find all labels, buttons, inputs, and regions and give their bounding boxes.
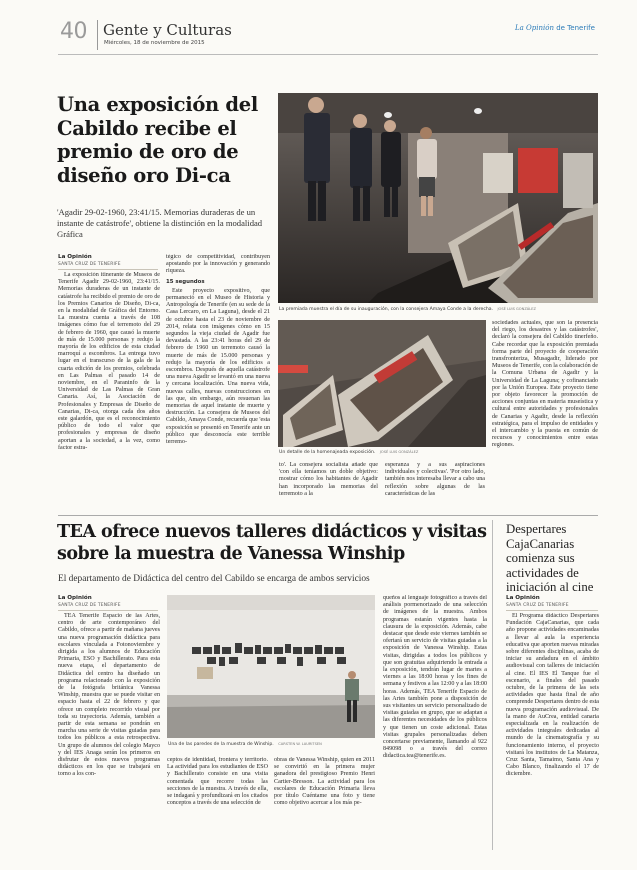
article1-byline-rule	[58, 269, 158, 270]
article3-column	[506, 613, 599, 848]
article2-byline-rule	[58, 610, 158, 611]
tea-gallery-photo-image	[167, 595, 375, 738]
article1-column-3	[279, 462, 378, 512]
article2-column-4	[383, 595, 487, 848]
article1-col3-text: to'. La consejera socialista añade que 'con ella teníamos un doble objetivo: mostrar cómo los habitantes de Agadir han incorporado las memorias del terremoto a la	[279, 462, 378, 497]
article3-place: SANTA CRUZ DE TENERIFE	[506, 603, 569, 608]
article1-col2-subhead: 15 segundos	[166, 278, 205, 285]
tea-photo-caption	[168, 742, 378, 747]
article1-column-2	[166, 254, 270, 512]
article1-col4-text: esperanza y a sus aspiraciones individuales y colectivas'. 'Por otro lado, también nos interesaba llevar a cabo una reflexión sobre algunas de las características de las	[385, 462, 485, 497]
article2-column-2	[167, 757, 268, 848]
article2-headline: TEA ofrece nuevos talleres didácticos y visitas sobre la muestra de Vanessa Winship	[57, 522, 487, 564]
article2-col1-text: TEA Tenerife Espacio de las Artes, centro de arte contemporáneo del Cabildo, ofrece a partir de mañana jueves una nueva programación didáctica para escolares vinculada a Fotonoviembre y dirigida a los alumnos de Educación Primaria, ESO y Bachillerato. Para esta nueva etapa, el departamento de Didáctica del centro ha diseñado un programa relacionado con la exposición de la fotógrafa británica Vanessa Winship, muestra que se puede visitar en espacio hasta el 22 de febrero y que ofrece un completo recorrido visual por toda su trayectoria. Además, también a partir de esta semana se pondrán en marcha una serie de visitas guiadas para todos los públicos a esta retrospectiva. Un grupo de alumnos del colegio Mayco y del IES Anaga serán los primeros en disfrutar de estos nuevos programas didácticos en los que se trabajará en torno a los con-	[58, 613, 160, 778]
article1-place: SANTA CRUZ DE TENERIFE	[58, 262, 121, 267]
article1-col2-text: tégico de competitividad, contribuyen apostando por la innovación y generando riqueza.	[166, 254, 270, 275]
article1-col1-text: La exposición itinerante de Museos de Tenerife Agadir 29-02-1960, 23:41/15. Memorias duraderas de un instante de catástrofe ha recibido el premio de oro de los Premios Canarios de Diseño, Di-ca, en la modalidad de Gráfica del Entorno. La muestra cuenta a través de 108 imágenes cómo fue el terremoto del 29 de febrero de 1960, que causó la muerte de más de 15.000 personas y redujo la mayoría de los edificios de esta ciudad marroquí a escombros. La entrega tuvo lugar en el transcurso de la gala de la cuarta edición de los premios, celebrada en Las Palmas el pasado 14 de noviembre, en el Paraninfo de la Universidad de Las Palmas de Gran Canaria. Así, la Asociación de Profesionales y Empresas de Diseño de Canarias, Di-ca, otorga cada dos años este galardón, que es el reconocimiento público de todo el valor que profesionales y empresas de diseño aportan a la sociedad, a la vez, como factor estra-	[58, 272, 160, 451]
header-rule	[58, 54, 598, 55]
article1-column-4	[385, 462, 485, 512]
article2-col2-text: ceptos de identidad, frontera y territorio. La actividad para los estudiantes de ESO y Bachillerato consiste en una visita comentada que recorre todas las secciones de la muestra. A través de ella, se indagará y profundizará en los citados conceptos a través de una selección de	[167, 757, 268, 807]
article1-col5-text: sociedades actuales, que son la presencia del riego, los desastres y las catástrofes', declaró la consejera del Cabildo tinerfeño. Cabe recordar que la exposición premiada forma parte del proyecto de cooperación transfronteriza, Musagadir, liderado por Museos de Tenerife, con la colaboración de la Comuna Urbana de Agadir y la Universidad de La Laguna; y cofinanciado por la Unión Europea. Este proyecto tiene por objeto favorecer la promoción de acciones conjuntas en materia museística y cultural entre autoridades y profesionales de Canarias y Agadir, desde la reflexión estratégica, para el impulso de entidades y el intercambio y la puesta en común de recursos y conocimientos entre estas regiones.	[492, 320, 598, 449]
brand-italic: La Opinión	[515, 24, 554, 32]
article2-place: SANTA CRUZ DE TENERIFE	[58, 603, 121, 608]
article1-headline: Una exposición del Cabildo recibe el premio de oro de diseño oro Di-ca	[57, 93, 258, 187]
section-divider	[58, 515, 598, 516]
article1-byline: La Opinión	[58, 254, 92, 260]
detail-photo	[278, 320, 486, 447]
tea-caption-text: Una de las paredes de la muestra de Winship.	[168, 742, 274, 747]
tea-gallery-photo	[167, 595, 375, 738]
detail-caption-text: Un detalle de la homenajeada exposición.	[279, 450, 376, 455]
article2-subhead: El departamento de Didáctica del centro del Cabildo se encarga de ambos servicios	[58, 574, 370, 584]
article2-col3-text: obras de Vanessa Winship, quien en 2011 se convirtió en la primera mujer ganadora del prestigioso Premio Henri Cartier-Bresson. La actividad para los escolares de Educación Primaria lleva por título Cuéntame una foto y tiene como objetivo acercar a los más pe-	[274, 757, 375, 807]
article1-col2b-text: Este proyecto expositivo, que permaneció en el Museo de Historia y Antropología de Tenerife (en su sede de la Casa Lercaro, en La Laguna), desde el 21 de octubre hasta el 23 de noviembre de 2014, relata con imágenes cómo en 15 segundos la vieja ciudad de Agadir fue devastada. A las 23:41 horas del 29 de febrero de 1960 un terremoto causó la muerte de más de 15.000 personas y redujo la mayoría de los edificios a escombros. Después de aquella catástrofe una nueva Agadir se levantó en una nueva y cercana localización. Una nueva vida, nuevas calles, nuevas construcciones en las que, sin embargo, aún resuenan las memorias de aquel instante de muerte y destrucción. La consejera de Museos del Cabildo, Amaya Conde, recuerda que 'esta exposición se presentó en Tenerife ante un público que desconocía este terrible terremo-	[166, 287, 270, 446]
detail-photo-credit: JOSÉ LUIS GONZÁLEZ	[379, 450, 419, 454]
exhibition-photo-caption	[279, 307, 599, 312]
page-date: Miércoles, 18 de noviembre de 2015	[104, 40, 205, 46]
exhibition-caption-text: La premiada muestra el día de su inauguración, con la consejera Amaya Conde a la derecha.	[279, 307, 494, 312]
section-title: Gente y Culturas	[103, 21, 232, 39]
detail-photo-image	[278, 320, 486, 447]
article1-column-1	[58, 272, 160, 512]
article3-headline: Despertares CajaCanarias comienza sus actividades de iniciación al cine	[506, 522, 594, 594]
exhibition-photo	[278, 93, 598, 303]
article2-column-1	[58, 613, 160, 848]
brand-logo	[515, 24, 595, 32]
exhibition-photo-image	[278, 93, 598, 303]
header-divider	[97, 20, 98, 50]
page-number: 40	[60, 19, 87, 44]
detail-photo-caption	[279, 450, 489, 455]
brand-rest: de Tenerife	[553, 24, 595, 32]
tea-photo-credit: CARSTEN W. LAURITSEN	[278, 742, 322, 746]
article1-subhead: 'Agadir 29-02-1960, 23:41/15. Memorias duraderas de un instante de catástrofe', obtiene la distinción en la modalidad Gráfica	[57, 207, 263, 239]
article2-column-3	[274, 757, 375, 848]
exhibition-photo-credit: JOSÉ LUIS GONZÁLEZ	[497, 307, 536, 311]
article1-column-5	[492, 320, 598, 512]
column-divider	[492, 520, 493, 850]
article3-byline: La Opinión	[506, 595, 540, 601]
article3-byline-rule	[506, 610, 598, 611]
article2-byline: La Opinión	[58, 595, 92, 601]
article3-col-text: El Programa didáctico Despertares Fundación CajaCanarias, que cada año propone actividades encaminadas a llevar al aula la experiencia educativa que aporten nuevas miradas sobre diferentes disciplinas, acaba de iniciar su andadura en el ámbito audiovisual con talleres de iniciación al cine. El IES El Tanque fue el escenario, a finales del pasado octubre, de la primera de las seis actividades que hasta final de año comprende Despertares dentro de esta nueva programación audiovisual. De la mano de AuCrea, entidad canaria especializada en la realización de actividades integrales dedicadas al mundo de la cinematografía y su funcionamiento interno, el proyecto visitará los institutos de La Matanza, Cruz Santa, Tamaimo, Santa Ana y Cabo Blanco, finalizando el 17 de diciembre.	[506, 613, 599, 778]
article2-col4-text: queños al lenguaje fotográfico a través del análisis pormenorizado de una selección de imágenes de la muestra. Ambos programas estarán vigentes hasta la clausura de la exposición. Además, cabe destacar que desde este viernes también se ofertará un servicio de visitas guiadas a la exposición de Vanessa Winship. Estas visitas, dirigidas a todos los públicos y que son gratuitas adquiriendo la entrada a la exposición, tendrán lugar de martes a viernes a las 18:00 horas y los fines de semana y festivos a las 12:00 y a las 18:00 horas. Además, TEA Tenerife Espacio de las Artes también pone a disposición de sus visitantes un servicio personalizado de visitas guiadas en grupo, que se adaptan a las diferentes necesidades de los públicos y que tienen un coste adicional. Estas visitas grupales personalizadas deben concertarse previamente, llamando al 922 849098 o a través del correo didactica.tea@tenerife.es.	[383, 595, 487, 760]
